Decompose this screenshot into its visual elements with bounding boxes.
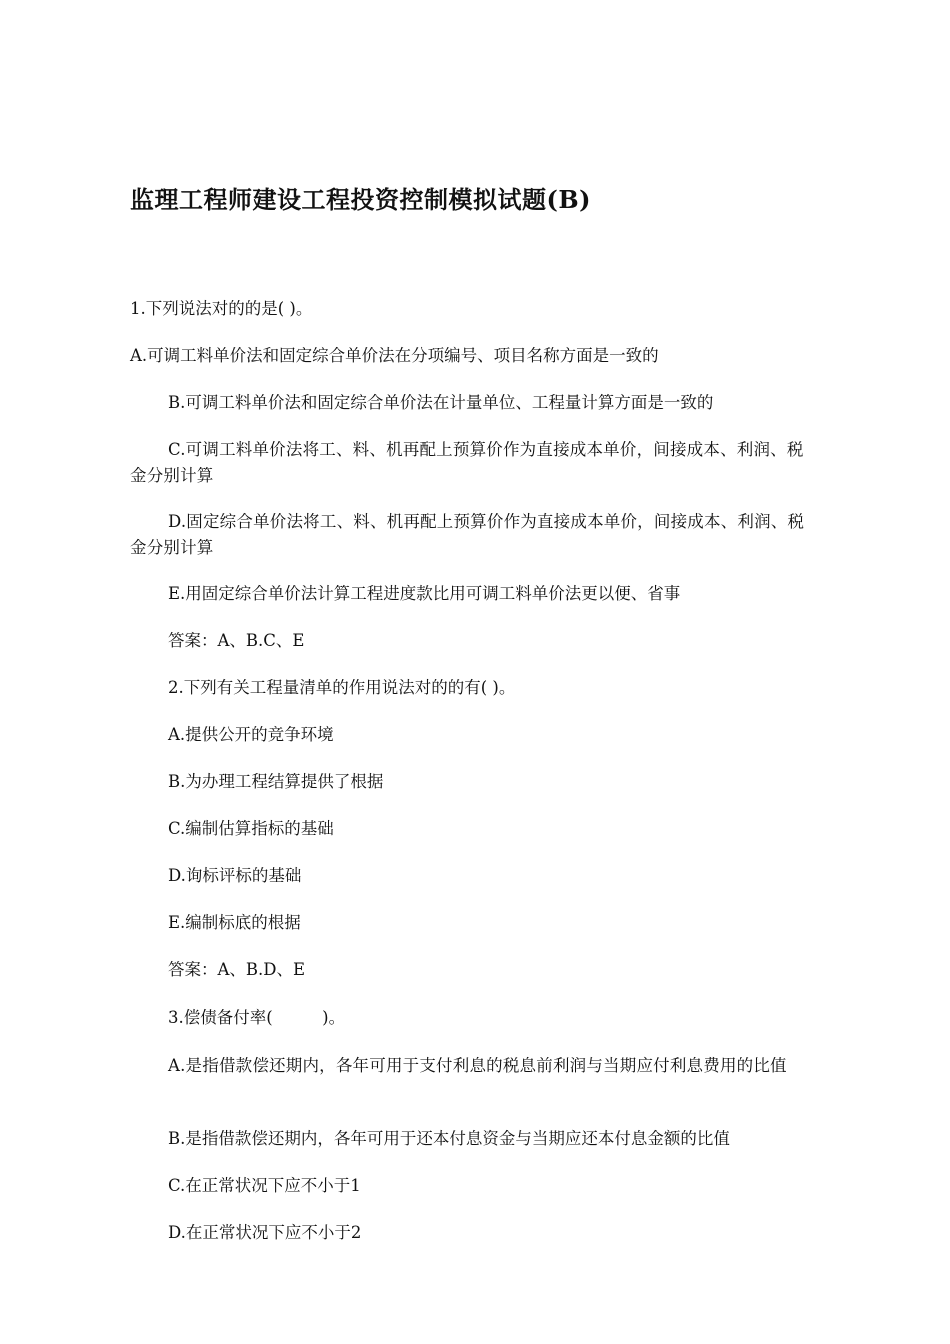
question-2-stem: 2.下列有关工程量清单的作用说法对的的有( )。 bbox=[168, 678, 516, 697]
question-2-option-c: C.编制估算指标的基础 bbox=[168, 819, 334, 838]
question-3-stem: 3.偿债备付率( )。 bbox=[168, 1008, 346, 1027]
question-3-option-b: B.是指借款偿还期内，各年可用于还本付息资金与当期应还本付息金额的比值 bbox=[168, 1129, 730, 1148]
question-3-option-a: A.是指借款偿还期内，各年可用于支付利息的税息前利润与当期应付利息费用的比值 bbox=[168, 1056, 787, 1075]
question-2-option-e: E.编制标底的根据 bbox=[168, 913, 301, 932]
question-1-answer: 答案：A、B.C、E bbox=[168, 631, 305, 650]
question-2-option-d: D.询标评标的基础 bbox=[168, 866, 302, 885]
question-2-option-a: A.提供公开的竞争环境 bbox=[168, 725, 334, 744]
question-1-option-e: E.用固定综合单价法计算工程进度款比用可调工料单价法更以便、省事 bbox=[168, 584, 681, 603]
question-2-option-b: B.为办理工程结算提供了根据 bbox=[168, 772, 384, 791]
question-1-option-b: B.可调工料单价法和固定综合单价法在计量单位、工程量计算方面是一致的 bbox=[168, 393, 714, 412]
question-1-option-d: D.固定综合单价法将工、料、机再配上预算价作为直接成本单价，间接成本、利润、税金分别计算 bbox=[130, 512, 805, 557]
question-1-option-a: A.可调工料单价法和固定综合单价法在分项编号、项目名称方面是一致的 bbox=[130, 346, 659, 365]
question-1-stem: 1.下列说法对的的是( )。 bbox=[130, 299, 313, 318]
document-title: 监理工程师建设工程投资控制模拟试题(B) bbox=[130, 185, 591, 214]
question-3-option-d: D.在正常状况下应不小于2 bbox=[168, 1223, 362, 1242]
question-3-option-c: C.在正常状况下应不小于1 bbox=[168, 1176, 361, 1195]
question-1-option-c: C.可调工料单价法将工、料、机再配上预算价作为直接成本单价，间接成本、利润、税金分别计算 bbox=[130, 440, 804, 485]
question-2-answer: 答案：A、B.D、E bbox=[168, 960, 306, 979]
